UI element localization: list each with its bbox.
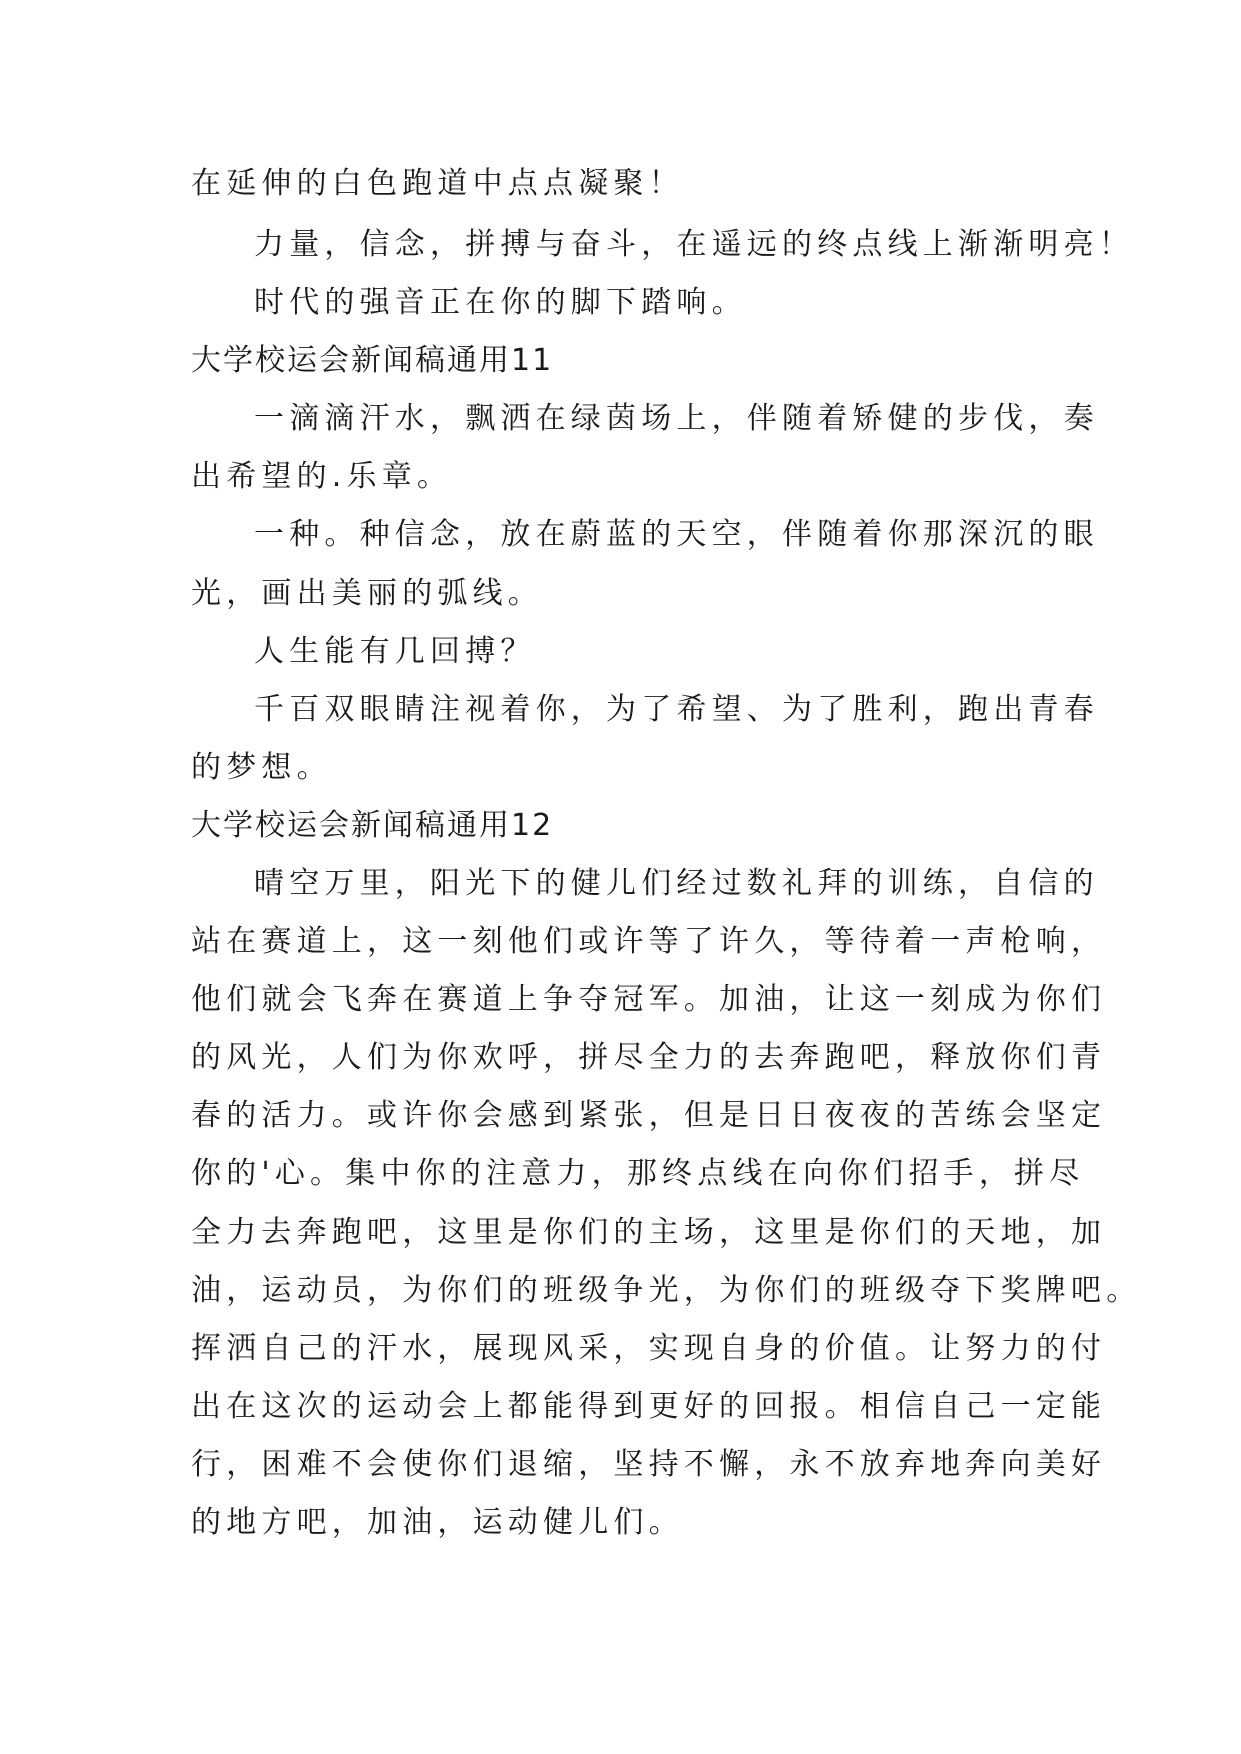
text-line: 春的活力。或许你会感到紧张，但是日日夜夜的苦练会坚定 xyxy=(191,1098,1107,1133)
text-line: 千百双眼睛注视着你，为了希望、为了胜利，跑出青春 xyxy=(254,692,1099,727)
text-line: 人生能有几回搏？ xyxy=(254,634,536,669)
text-line: 出在这次的运动会上都能得到更好的回报。相信自己一定能 xyxy=(191,1389,1107,1424)
section-heading: 大学校运会新闻稿通用12 xyxy=(191,808,554,843)
section-heading: 大学校运会新闻稿通用11 xyxy=(191,343,554,378)
text-line: 行，困难不会使你们退缩，坚持不懈，永不放弃地奔向美好 xyxy=(191,1447,1107,1482)
text-line: 的地方吧，加油，运动健儿们。 xyxy=(191,1505,684,1540)
text-line: 光，画出美丽的弧线。 xyxy=(191,576,543,611)
text-line: 出希望的.乐章。 xyxy=(191,459,453,494)
text-line: 挥洒自己的汗水，展现风采，实现自身的价值。让努力的付 xyxy=(191,1331,1107,1366)
text-line: 他们就会飞奔在赛道上争夺冠军。加油，让这一刻成为你们 xyxy=(191,982,1107,1017)
text-line: 一滴滴汗水，飘洒在绿茵场上，伴随着矫健的步伐，奏 xyxy=(254,401,1099,436)
text-line: 晴空万里，阳光下的健儿们经过数礼拜的训练，自信的 xyxy=(254,866,1099,901)
text-line: 的梦想。 xyxy=(191,750,332,785)
text-line: 在延伸的白色跑道中点点凝聚！ xyxy=(191,166,684,201)
text-line: 你的'心。集中你的注意力，那终点线在向你们招手，拼尽 xyxy=(191,1156,1085,1191)
text-line: 站在赛道上，这一刻他们或许等了许久，等待着一声枪响， xyxy=(191,924,1107,959)
text-line: 力量，信念，拼搏与奋斗，在遥远的终点线上渐渐明亮！ xyxy=(254,227,1134,262)
text-line: 一种。种信念，放在蔚蓝的天空，伴随着你那深沉的眼 xyxy=(254,517,1099,552)
text-line: 全力去奔跑吧，这里是你们的主场，这里是你们的天地，加 xyxy=(191,1215,1107,1250)
text-line: 的风光，人们为你欢呼，拼尽全力的去奔跑吧，释放你们青 xyxy=(191,1040,1107,1075)
text-line: 油，运动员，为你们的班级争光，为你们的班级夺下奖牌吧。 xyxy=(191,1273,1142,1308)
text-line: 时代的强音正在你的脚下踏响。 xyxy=(254,285,747,320)
